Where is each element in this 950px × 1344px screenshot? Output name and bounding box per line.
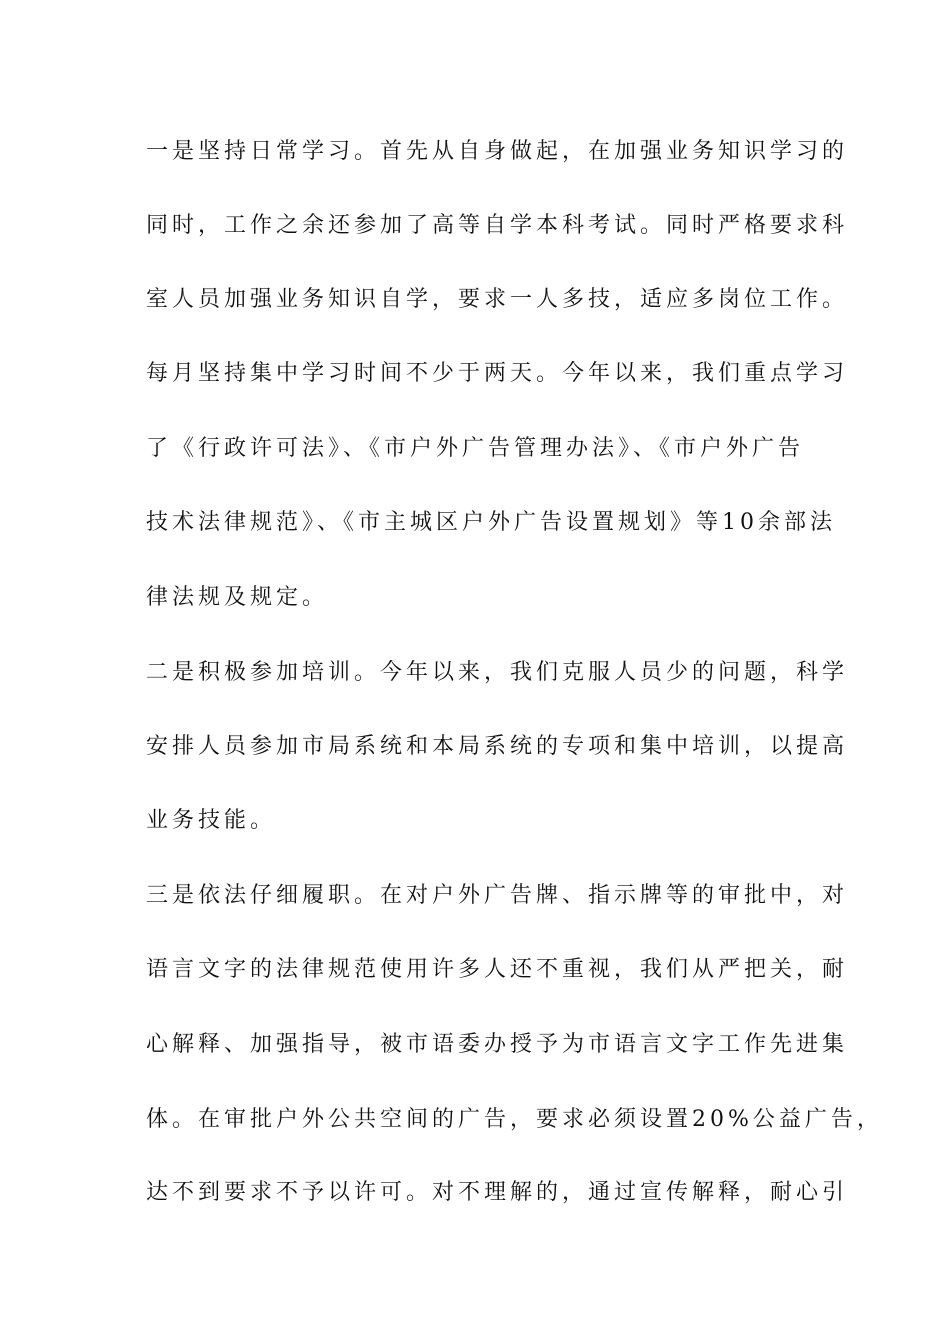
text-line: 律法规及规定。 bbox=[146, 585, 329, 610]
text-line: 语言文字的法律规范使用许多人还不重视，我们从严把关，耐 bbox=[146, 957, 849, 982]
text-line: 二是积极参加培训。今年以来，我们克服人员少的问题，科学 bbox=[146, 660, 849, 685]
text-line: 每月坚持集中学习时间不少于两天。今年以来，我们重点学习 bbox=[146, 361, 849, 386]
text-line: 一是坚持日常学习。首先从自身做起，在加强业务知识学习的 bbox=[146, 139, 849, 164]
text-line: 安排人员参加市局系统和本局系统的专项和集中培训，以提高 bbox=[146, 734, 849, 759]
text-line: 室人员加强业务知识自学，要求一人多技，适应多岗位工作。 bbox=[146, 287, 849, 312]
text-line: 心解释、加强指导，被市语委办授予为市语言文字工作先进集 bbox=[146, 1032, 849, 1057]
text-line: 业务技能。 bbox=[146, 808, 277, 833]
text-line: 体。在审批户外公共空间的广告，要求必须设置20%公益广告， bbox=[146, 1107, 883, 1132]
text-line: 技术法律规范》、《市主城区户外广告设置规划》等10余部法 bbox=[146, 510, 836, 535]
text-line: 了《行政许可法》、《市户外广告管理办法》、《市户外广告 bbox=[146, 436, 805, 461]
text-line: 达不到要求不予以许可。对不理解的，通过宣传解释，耐心引 bbox=[146, 1180, 849, 1205]
text-line: 三是依法仔细履职。在对户外广告牌、指示牌等的审批中，对 bbox=[146, 883, 849, 908]
text-line: 同时，工作之余还参加了高等自学本科考试。同时严格要求科 bbox=[146, 213, 849, 238]
